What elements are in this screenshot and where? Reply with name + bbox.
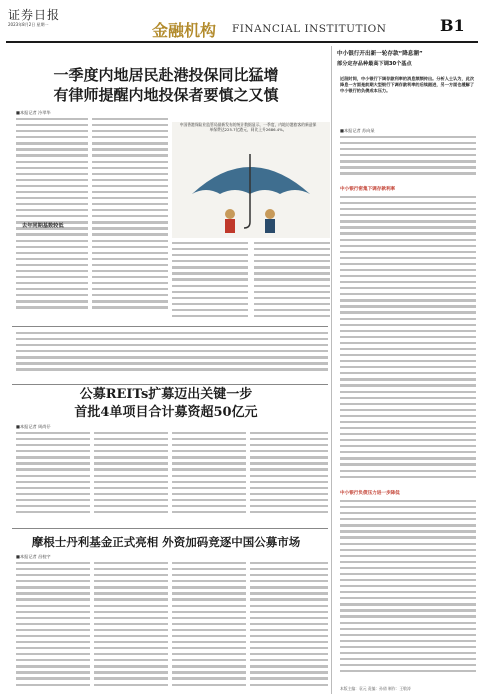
page-number: B1: [440, 16, 465, 35]
lead-headline-line1: 一季度内地居民赴港投保同比猛增: [53, 66, 279, 84]
right-headline-line1: 中小银行开出新一轮存款“降息潮”: [337, 51, 423, 57]
section-title: 金融机构: [152, 21, 217, 40]
right-text-section-2: [340, 500, 476, 680]
reits-text-column-4: [250, 432, 328, 522]
lead-text-continued: [16, 332, 328, 380]
lead-text-column-1: [16, 118, 88, 318]
right-summary: 近段时间，中小银行下调存款利率的消息频频传出。分析人士认为，此次降息一方面是前期大型银行下调存款利率的后续跟进，另一方面也缓解了中小银行的负债成本压力。: [340, 76, 475, 93]
morgan-text-column-1: [16, 562, 90, 690]
story-divider: [12, 384, 328, 385]
morgan-text-column-4: [250, 562, 328, 690]
reits-headline-line1: 公募REITs扩募迈出关键一步: [79, 387, 253, 402]
lead-text-column-4: [254, 242, 330, 322]
column-divider: [331, 46, 332, 694]
reits-byline: ■本报记者 周尚仔: [16, 424, 51, 429]
lead-subheading: 去年同期基数较低: [22, 223, 64, 229]
morgan-byline: ■本报记者 昌校宇: [16, 554, 51, 559]
story-divider: [12, 326, 328, 327]
right-subhead-1: 中小银行密集下调存款利率: [340, 187, 396, 192]
right-byline: ■本报记者 苏向杲: [340, 128, 375, 133]
newspaper-logo: 证券日报: [8, 8, 61, 22]
morgan-text-column-3: [172, 562, 246, 690]
morgan-headline: 摩根士丹利基金正式亮相 外资加码竞逐中国公募市场: [31, 535, 301, 549]
lead-text-column-3: [172, 242, 248, 322]
right-text-section-1: [340, 196, 476, 486]
right-headline-line2: 部分定存品种最高下调30个基点: [337, 61, 412, 67]
right-text-intro: [340, 136, 476, 182]
reits-text-column-2: [94, 432, 168, 522]
right-subhead-2: 中小银行负债压力进一步降低: [340, 491, 400, 496]
reits-text-column-1: [16, 432, 90, 522]
masthead-rule: [6, 41, 478, 43]
umbrella-icon: [172, 122, 330, 238]
reits-headline-line2: 首批4单项目合计募资超50亿元: [74, 405, 258, 420]
photo-caption: 中国香港保险业监管局最新发布的统计数据显示，一季度，内地访港旅客的新造保单保费达225.7亿港元，同比上升2686.4%。: [179, 122, 317, 132]
section-title-en: FINANCIAL INSTITUTION: [232, 23, 387, 35]
reits-text-column-3: [172, 432, 246, 522]
lead-text-column-2: [92, 118, 168, 318]
story-divider: [12, 528, 328, 529]
umbrella-illustration: [172, 122, 330, 238]
morgan-text-column-2: [94, 562, 168, 690]
lead-byline: ■本报记者 冷翠华: [16, 110, 51, 115]
lead-headline-line2: 有律师提醒内地投保者要慎之又慎: [53, 86, 279, 104]
issue-date: 2023年8月2日 星期一: [8, 22, 49, 27]
page-footer: 本版主编：袁元 责编：孙倩 制作：王敬涛: [340, 686, 411, 691]
